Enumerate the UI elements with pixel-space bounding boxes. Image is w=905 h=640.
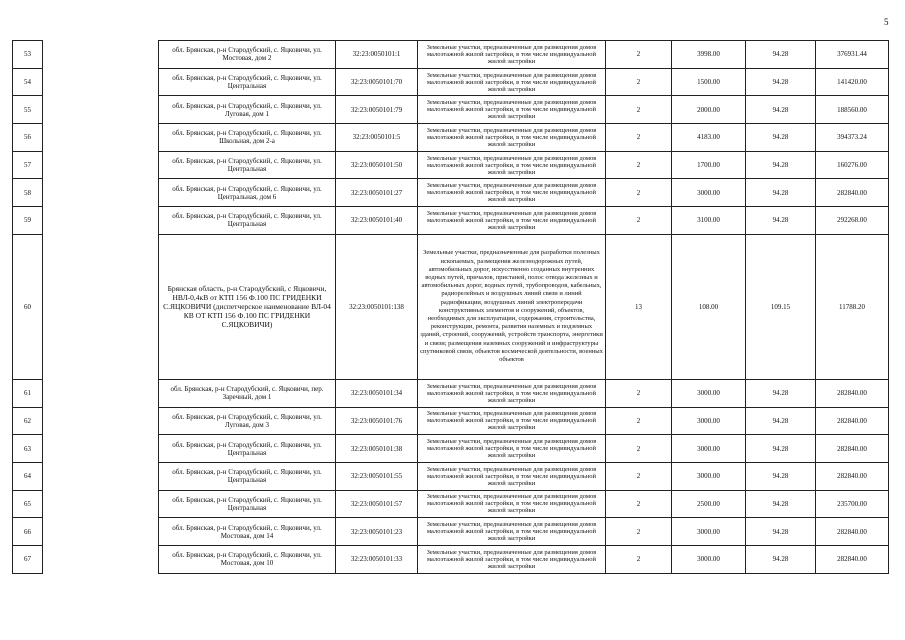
- rate-cell: 94.28: [746, 68, 816, 96]
- cadastral-value-cell: 282840.00: [816, 518, 889, 546]
- land-purpose-cell: Земельные участки, предназначенные для размещения домов малоэтажной жилой застройки, в том числе индивидуальной жилой застройки: [418, 41, 606, 69]
- table-row: [13, 234, 889, 379]
- table-row: [13, 179, 889, 207]
- address-cell: обл. Брянская, р-н Стародубский, с. Яцковичи, ул. Центральная: [159, 68, 336, 96]
- gap-cell: [43, 545, 159, 573]
- address-cell: обл. Брянская, р-н Стародубский, с. Яцковичи, ул. Луговая, дом 1: [159, 96, 336, 124]
- land-purpose-cell: Земельные участки, предназначенные для размещения домов малоэтажной жилой застройки, в том числе индивидуальной жилой застройки: [418, 151, 606, 179]
- cadastral-value-cell: 160276.00: [816, 151, 889, 179]
- address-cell: обл. Брянская, р-н Стародубский, с. Яцковичи, ул. Центральная: [159, 462, 336, 490]
- cadastral-value-cell: 235700.00: [816, 490, 889, 518]
- cadastral-number-cell: 32:23:0050101:50: [336, 151, 418, 179]
- cadastral-number-cell: 32:23:0050101:57: [336, 490, 418, 518]
- rate-cell: 94.28: [746, 151, 816, 179]
- cadastral-number-cell: 32:23:0050101:70: [336, 68, 418, 96]
- gap-cell: [43, 435, 159, 463]
- row-number: 54: [13, 68, 43, 96]
- table-row: [13, 96, 889, 124]
- page-number: 5: [884, 17, 889, 27]
- table-row: [13, 462, 889, 490]
- land-purpose-cell: Земельные участки, предназначенные для размещения домов малоэтажной жилой застройки, в том числе индивидуальной жилой застройки: [418, 407, 606, 435]
- cadastral-value-cell: 282840.00: [816, 179, 889, 207]
- row-number: 64: [13, 462, 43, 490]
- rate-cell: 94.28: [746, 96, 816, 124]
- group-cell: 2: [606, 207, 672, 235]
- gap-cell: [43, 151, 159, 179]
- gap-cell: [43, 96, 159, 124]
- area-cell: 3998.00: [672, 41, 746, 69]
- rate-cell: 94.28: [746, 379, 816, 407]
- gap-cell: [43, 490, 159, 518]
- group-cell: 2: [606, 179, 672, 207]
- gap-cell: [43, 68, 159, 96]
- gap-cell: [43, 124, 159, 152]
- group-cell: 2: [606, 545, 672, 573]
- address-cell: обл. Брянская, р-н Стародубский, с. Яцковичи, ул. Школьная, дом 2-а: [159, 124, 336, 152]
- gap-cell: [43, 234, 159, 379]
- cadastral-number-cell: 32:23:0050101:55: [336, 462, 418, 490]
- area-cell: 2500.00: [672, 490, 746, 518]
- address-cell: обл. Брянская, р-н Стародубский, с. Яцковичи, ул. Мостовая, дом 10: [159, 545, 336, 573]
- row-number: 53: [13, 41, 43, 69]
- row-number: 58: [13, 179, 43, 207]
- cadastral-number-cell: 32:23:0050101:76: [336, 407, 418, 435]
- rate-cell: 94.28: [746, 207, 816, 235]
- land-purpose-cell: Земельные участки, предназначенные для размещения домов малоэтажной жилой застройки, в том числе индивидуальной жилой застройки: [418, 96, 606, 124]
- group-cell: 2: [606, 41, 672, 69]
- gap-cell: [43, 518, 159, 546]
- row-number: 60: [13, 234, 43, 379]
- cadastral-number-cell: 32:23:0050101:1: [336, 41, 418, 69]
- land-purpose-cell: Земельные участки, предназначенные для размещения домов малоэтажной жилой застройки, в том числе индивидуальной жилой застройки: [418, 379, 606, 407]
- cadastral-value-table: [12, 40, 889, 574]
- address-cell: обл. Брянская, р-н Стародубский, с. Яцковичи, ул. Центральная: [159, 207, 336, 235]
- table-row: [13, 407, 889, 435]
- address-cell: обл. Брянская, р-н Стародубский, с. Яцковичи, пер. Заречный, дом 1: [159, 379, 336, 407]
- cadastral-value-cell: 394373.24: [816, 124, 889, 152]
- group-cell: 2: [606, 407, 672, 435]
- cadastral-number-cell: 32:23:0050101:27: [336, 179, 418, 207]
- group-cell: 2: [606, 68, 672, 96]
- rate-cell: 94.28: [746, 545, 816, 573]
- table-row: [13, 545, 889, 573]
- group-cell: 2: [606, 124, 672, 152]
- cadastral-value-cell: 292268.00: [816, 207, 889, 235]
- table-row: [13, 151, 889, 179]
- cadastral-number-cell: 32:23:0050101:38: [336, 435, 418, 463]
- cadastral-value-cell: 282840.00: [816, 545, 889, 573]
- row-number: 66: [13, 518, 43, 546]
- table-row: [13, 490, 889, 518]
- row-number: 59: [13, 207, 43, 235]
- row-number: 62: [13, 407, 43, 435]
- area-cell: 2000.00: [672, 96, 746, 124]
- gap-cell: [43, 379, 159, 407]
- cadastral-value-cell: 282840.00: [816, 435, 889, 463]
- table-row: [13, 435, 889, 463]
- area-cell: 1700.00: [672, 151, 746, 179]
- land-purpose-cell: Земельные участки, предназначенные для размещения домов малоэтажной жилой застройки, в том числе индивидуальной жилой застройки: [418, 462, 606, 490]
- area-cell: 3100.00: [672, 207, 746, 235]
- area-cell: 1500.00: [672, 68, 746, 96]
- area-cell: 3000.00: [672, 407, 746, 435]
- group-cell: 2: [606, 435, 672, 463]
- land-purpose-cell: Земельные участки, предназначенные для размещения домов малоэтажной жилой застройки, в том числе индивидуальной жилой застройки: [418, 124, 606, 152]
- cadastral-value-cell: 282840.00: [816, 379, 889, 407]
- area-cell: 108.00: [672, 234, 746, 379]
- land-purpose-cell: Земельные участки, предназначенные для размещения домов малоэтажной жилой застройки, в том числе индивидуальной жилой застройки: [418, 545, 606, 573]
- rate-cell: 94.28: [746, 462, 816, 490]
- rate-cell: 94.28: [746, 490, 816, 518]
- cadastral-value-cell: 188560.00: [816, 96, 889, 124]
- gap-cell: [43, 207, 159, 235]
- gap-cell: [43, 407, 159, 435]
- cadastral-value-cell: 282840.00: [816, 407, 889, 435]
- gap-cell: [43, 41, 159, 69]
- cadastral-number-cell: 32:23:0050101:34: [336, 379, 418, 407]
- cadastral-value-cell: 282840.00: [816, 462, 889, 490]
- land-purpose-cell: Земельные участки, предназначенные для размещения домов малоэтажной жилой застройки, в том числе индивидуальной жилой застройки: [418, 179, 606, 207]
- address-cell: обл. Брянская, р-н Стародубский, с. Яцковичи, ул. Мостовая, дом 2: [159, 41, 336, 69]
- group-cell: 2: [606, 151, 672, 179]
- address-cell: обл. Брянская, р-н Стародубский, с. Яцковичи, ул. Центральная, дом 6: [159, 179, 336, 207]
- land-purpose-cell: Земельные участки, предназначенные для размещения домов малоэтажной жилой застройки, в том числе индивидуальной жилой застройки: [418, 68, 606, 96]
- address-cell: обл. Брянская, р-н Стародубский, с. Яцковичи, ул. Луговая, дом 3: [159, 407, 336, 435]
- area-cell: 3000.00: [672, 379, 746, 407]
- cadastral-number-cell: 32:23:0050101:5: [336, 124, 418, 152]
- group-cell: 13: [606, 234, 672, 379]
- cadastral-value-cell: 141420.00: [816, 68, 889, 96]
- rate-cell: 94.28: [746, 179, 816, 207]
- row-number: 67: [13, 545, 43, 573]
- group-cell: 2: [606, 96, 672, 124]
- address-cell: Брянская область, р-н Стародубский, с Яцковичи, НВЛ-0,4кВ от КТП 156 Ф.100 ПС ГРИДЕНКИ С.ЯЦКОВИЧИ (диспетчерское наименование ВЛ-04 КВ ОТ КТП 156 Ф.100 ПС ГРИДЕНКИ С.ЯЦКОВИЧИ): [159, 234, 336, 379]
- rate-cell: 94.28: [746, 41, 816, 69]
- cadastral-value-cell: 11788.20: [816, 234, 889, 379]
- rate-cell: 94.28: [746, 435, 816, 463]
- area-cell: 3000.00: [672, 545, 746, 573]
- cadastral-number-cell: 32:23:0050101:138: [336, 234, 418, 379]
- address-cell: обл. Брянская, р-н Стародубский, с. Яцковичи, ул. Мостовая, дом 14: [159, 518, 336, 546]
- gap-cell: [43, 462, 159, 490]
- land-purpose-cell: Земельные участки, предназначенные для размещения домов малоэтажной жилой застройки, в том числе индивидуальной жилой застройки: [418, 435, 606, 463]
- table-row: [13, 68, 889, 96]
- land-purpose-cell: Земельные участки, предназначенные для размещения домов малоэтажной жилой застройки, в том числе индивидуальной жилой застройки: [418, 207, 606, 235]
- rate-cell: 94.28: [746, 407, 816, 435]
- row-number: 65: [13, 490, 43, 518]
- group-cell: 2: [606, 490, 672, 518]
- land-purpose-cell: Земельные участки, предназначенные для размещения домов малоэтажной жилой застройки, в том числе индивидуальной жилой застройки: [418, 518, 606, 546]
- table-row: [13, 41, 889, 69]
- row-number: 55: [13, 96, 43, 124]
- row-number: 63: [13, 435, 43, 463]
- land-purpose-cell: Земельные участки, предназначенные для разработки полезных ископаемых, размещения железнодорожных путей, автомобильных дорог, искусственно созданных внутренних водных путей, причалов, пристаней, полос отвода железных и автомобильных дорог, водных путей, трубопроводов, кабельных, радиорелейных и воздушных линий связи и линий радиофикации, воздушных линий электропередачи конструктивных элементов и сооружений, объектов, необходимых для эксплуатации, содержания, строительства, реконструкции, ремонта, развития наземных и подземных зданий, строений, сооружений, устройств транспорта, энергетики и связи; размещения наземных сооружений и инфраструктуры спутниковой связи, объектов космической деятельности, военных объектов: [418, 234, 606, 379]
- row-number: 61: [13, 379, 43, 407]
- area-cell: 4183.00: [672, 124, 746, 152]
- cadastral-number-cell: 32:23:0050101:79: [336, 96, 418, 124]
- address-cell: обл. Брянская, р-н Стародубский, с. Яцковичи, ул. Центральная: [159, 151, 336, 179]
- table-row: [13, 124, 889, 152]
- address-cell: обл. Брянская, р-н Стародубский, с. Яцковичи, ул. Центральная: [159, 490, 336, 518]
- group-cell: 2: [606, 379, 672, 407]
- table-row: [13, 518, 889, 546]
- rate-cell: 109.15: [746, 234, 816, 379]
- cadastral-number-cell: 32:23:0050101:33: [336, 545, 418, 573]
- group-cell: 2: [606, 518, 672, 546]
- rate-cell: 94.28: [746, 124, 816, 152]
- cadastral-value-cell: 376931.44: [816, 41, 889, 69]
- table-row: [13, 379, 889, 407]
- gap-cell: [43, 179, 159, 207]
- cadastral-number-cell: 32:23:0050101:23: [336, 518, 418, 546]
- row-number: 57: [13, 151, 43, 179]
- area-cell: 3000.00: [672, 435, 746, 463]
- area-cell: 3000.00: [672, 462, 746, 490]
- area-cell: 3000.00: [672, 179, 746, 207]
- rate-cell: 94.28: [746, 518, 816, 546]
- area-cell: 3000.00: [672, 518, 746, 546]
- cadastral-number-cell: 32:23:0050101:40: [336, 207, 418, 235]
- land-purpose-cell: Земельные участки, предназначенные для размещения домов малоэтажной жилой застройки, в том числе индивидуальной жилой застройки: [418, 490, 606, 518]
- group-cell: 2: [606, 462, 672, 490]
- address-cell: обл. Брянская, р-н Стародубский, с. Яцковичи, ул. Центральная: [159, 435, 336, 463]
- table-row: [13, 207, 889, 235]
- row-number: 56: [13, 124, 43, 152]
